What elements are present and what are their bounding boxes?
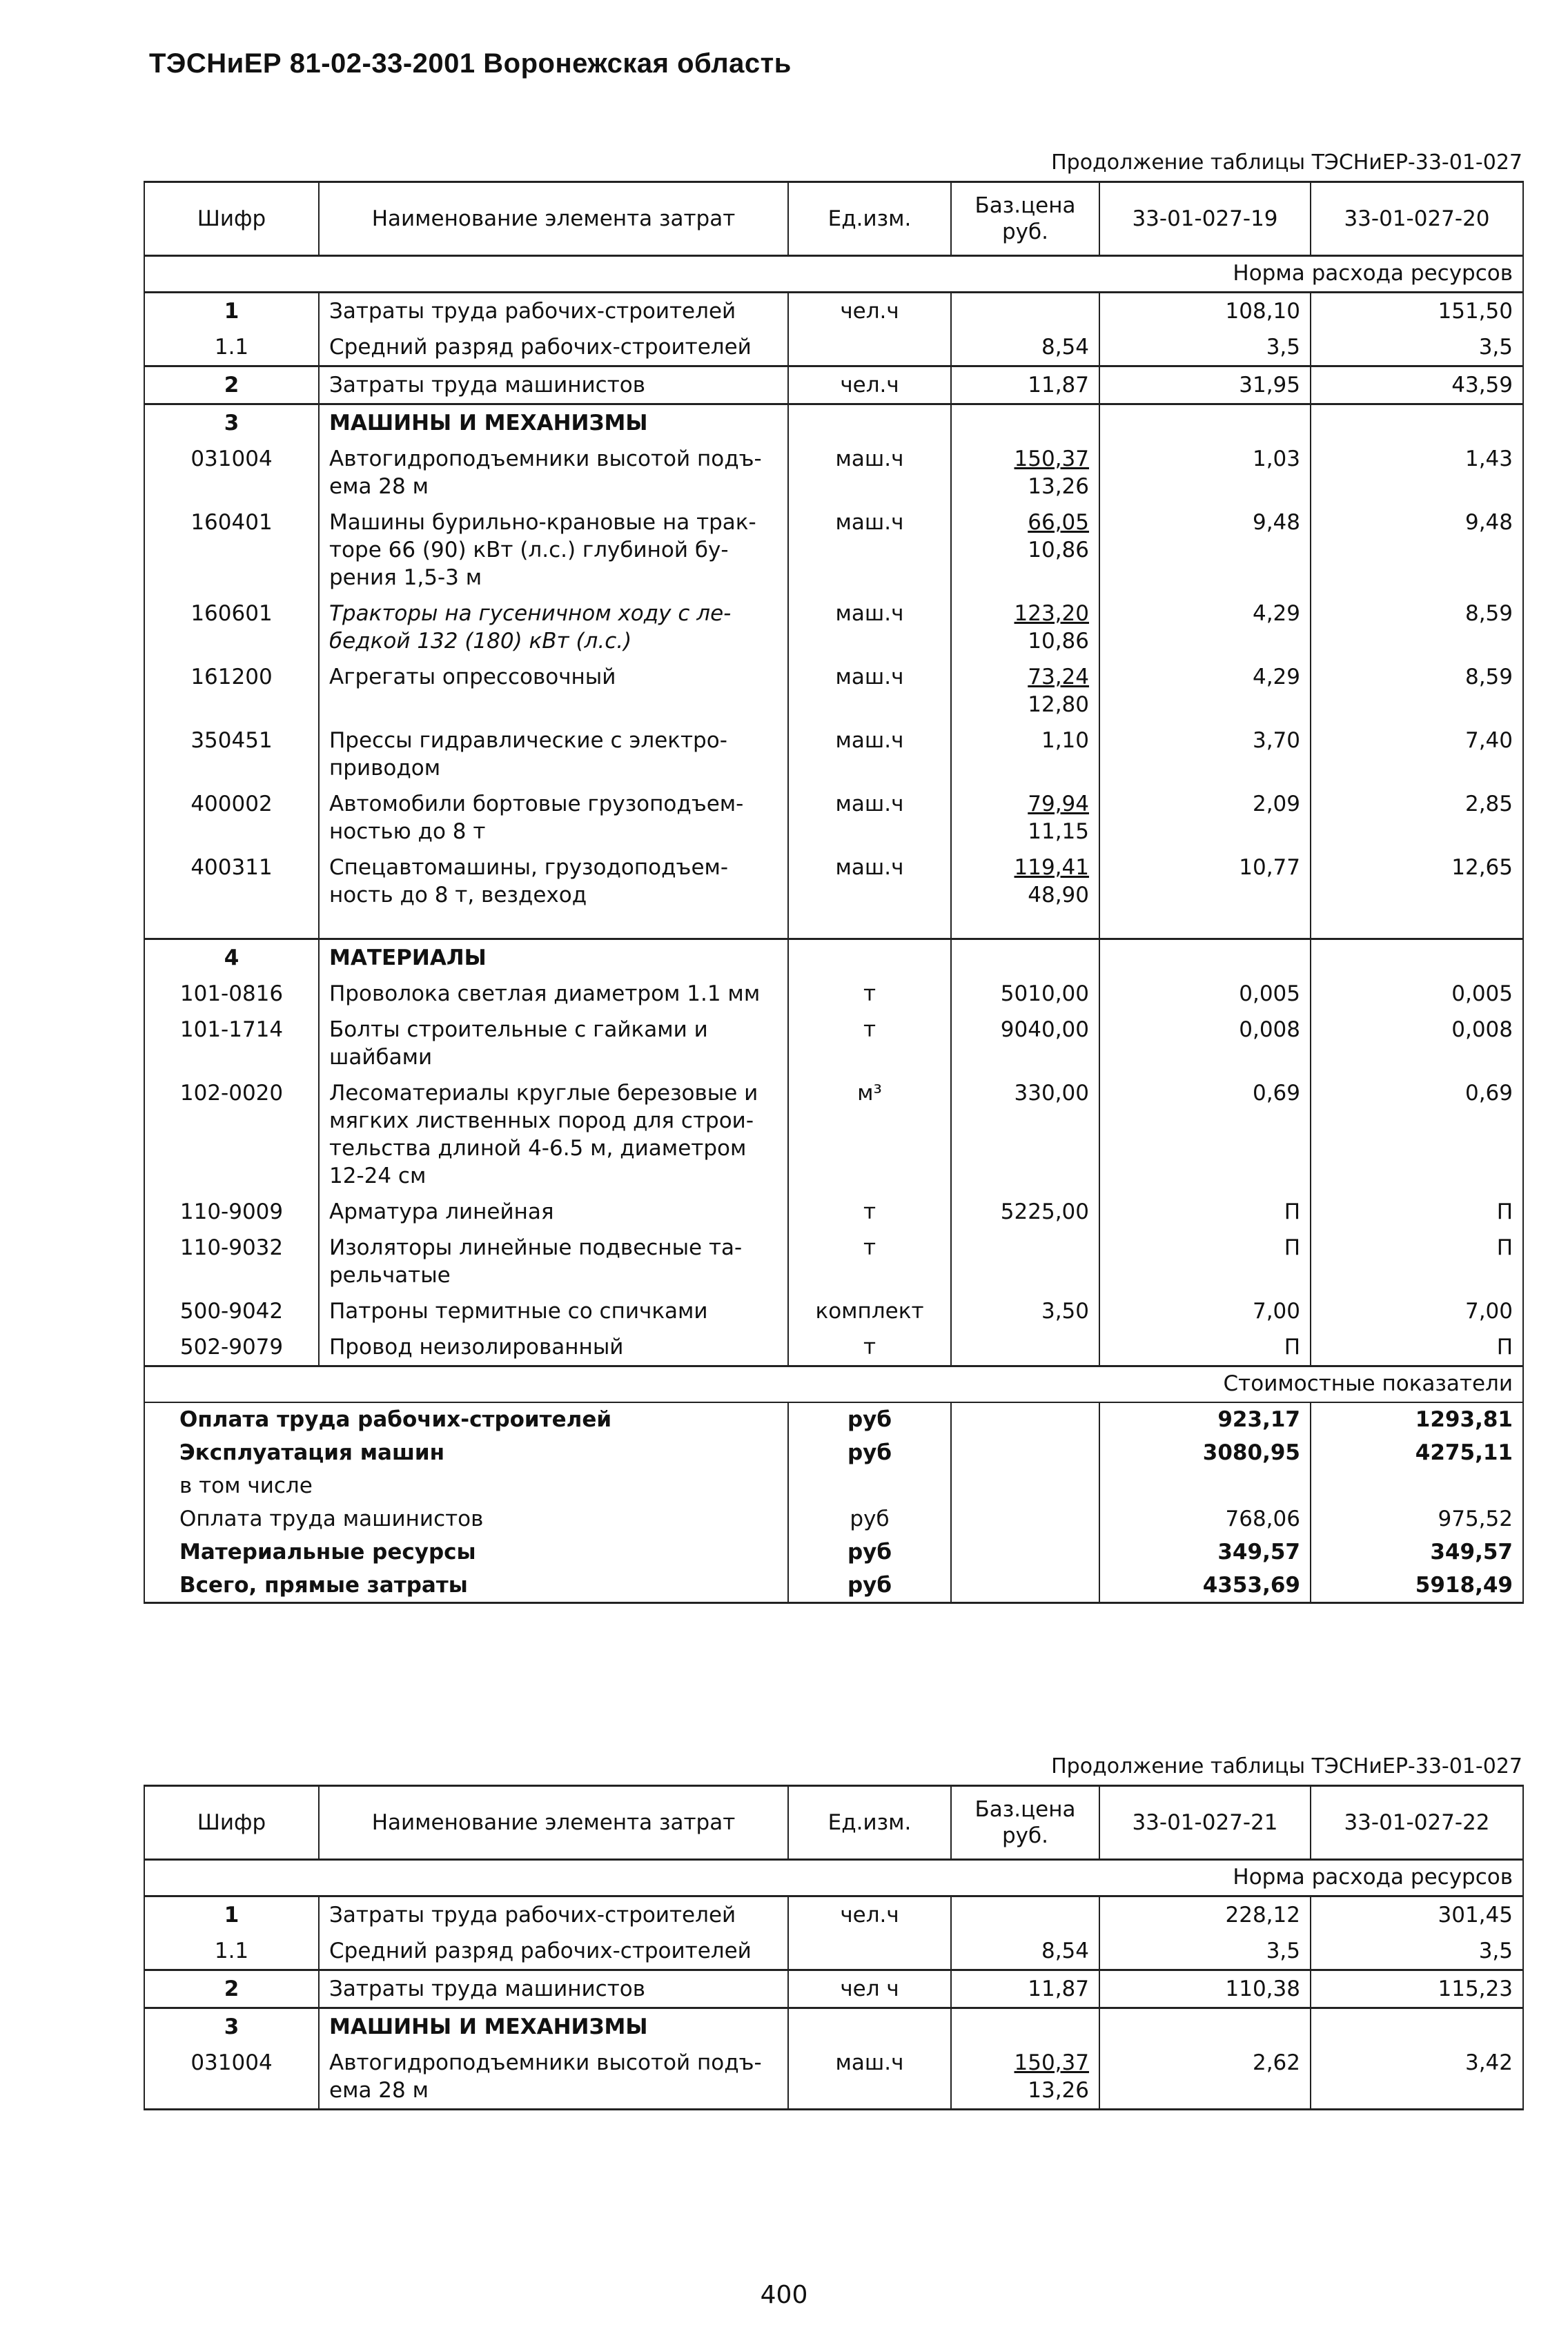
cost-row	[144, 1402, 1523, 1436]
row-name: Прессы гидравлические с электро-приводом	[319, 723, 788, 786]
cost-value-1: 923,17	[1099, 1402, 1311, 1436]
machine-price: 119,41	[1014, 855, 1089, 880]
row-name: Средний разряд рабочих-строителей	[319, 1933, 788, 1970]
cost-value-2: 975,52	[1311, 1502, 1523, 1536]
row-price: 5225,00	[951, 1194, 1099, 1230]
cost-unit: руб	[788, 1569, 951, 1603]
row-value-2: 3,5	[1311, 1933, 1523, 1970]
row-value-2: 115,23	[1311, 1970, 1523, 2008]
table-row	[144, 329, 1523, 366]
row-code: 031004	[144, 2045, 319, 2110]
empty-cell	[951, 404, 1099, 442]
cost-value-1	[1099, 1469, 1311, 1502]
table-row	[144, 366, 1523, 404]
cost-unit: руб	[788, 1502, 951, 1536]
table1-caption: Продолжение таблицы ТЭСНиЕР-33-01-027	[1051, 150, 1522, 175]
header-col-22: 33-01-027-22	[1311, 1786, 1523, 1860]
row-code: 502-9079	[144, 1329, 319, 1366]
table-row	[144, 1970, 1523, 2008]
row-price	[951, 293, 1099, 330]
row-name: Автогидроподъемники высотой подъ-ема 28 м	[319, 2045, 788, 2110]
row-code: 110-9032	[144, 1230, 319, 1293]
cost-name: Всего, прямые затраты	[144, 1569, 788, 1603]
row-value-1: 10,77	[1099, 850, 1311, 913]
row-name: Затраты труда машинистов	[319, 366, 788, 404]
row-name: Арматура линейная	[319, 1194, 788, 1230]
empty-cell	[1311, 913, 1523, 939]
page-number: 400	[760, 2281, 808, 2309]
cost-name: Оплата труда машинистов	[144, 1502, 788, 1536]
row-code: 2	[144, 1970, 319, 2008]
empty-cell	[788, 913, 951, 939]
cost-unit: руб	[788, 1436, 951, 1469]
table-row	[144, 723, 1523, 786]
machinist-wage: 11,15	[1028, 819, 1089, 844]
row-code: 161200	[144, 659, 319, 723]
row-price	[951, 723, 1099, 786]
row-value-2: П	[1311, 1230, 1523, 1293]
row-unit: маш.ч	[788, 596, 951, 659]
row-value-1: 228,12	[1099, 1896, 1311, 1934]
cost-name: Эксплуатация машин	[144, 1436, 788, 1469]
row-name: Затраты труда рабочих-строителей	[319, 1896, 788, 1934]
cost-name: в том числе	[144, 1469, 788, 1502]
row-price: 11,87	[951, 366, 1099, 404]
table-header-row	[144, 1786, 1523, 1860]
empty-cell	[788, 404, 951, 442]
header-name: Наименование элемента затрат	[319, 182, 788, 256]
empty-cell	[1311, 939, 1523, 977]
machinist-wage: 10,86	[1028, 629, 1089, 654]
row-value-2: 3,42	[1311, 2045, 1523, 2110]
cost-unit: руб	[788, 1536, 951, 1569]
row-value-1: 9,48	[1099, 504, 1311, 596]
row-code: 031004	[144, 441, 319, 504]
row-value-2: 2,85	[1311, 786, 1523, 850]
machine-price: 150,37	[1014, 447, 1089, 471]
empty-cell	[1099, 2008, 1311, 2046]
row-value-1: 3,5	[1099, 1933, 1311, 1970]
row-unit: маш.ч	[788, 659, 951, 723]
row-value-1: 0,005	[1099, 976, 1311, 1012]
row-unit: чел.ч	[788, 1896, 951, 1934]
row-price	[951, 441, 1099, 504]
empty-cell	[144, 913, 319, 939]
section-code: 4	[144, 939, 319, 977]
row-unit	[788, 329, 951, 366]
table-row	[144, 1075, 1523, 1194]
table-row	[144, 1012, 1523, 1075]
row-value-2: 0,69	[1311, 1075, 1523, 1194]
section-label: Стоимостные показатели	[144, 1366, 1523, 1403]
document-header: ТЭСНиЕР 81-02-33-2001 Воронежская область	[149, 48, 792, 79]
table-row	[144, 441, 1523, 504]
row-price: 5010,00	[951, 976, 1099, 1012]
empty-cell	[951, 939, 1099, 977]
row-code: 101-1714	[144, 1012, 319, 1075]
row-price	[951, 659, 1099, 723]
row-value-1: 2,62	[1099, 2045, 1311, 2110]
row-value-1: 7,00	[1099, 1293, 1311, 1329]
cost-row	[144, 1502, 1523, 1536]
row-price: 3,50	[951, 1293, 1099, 1329]
empty-cell	[1099, 913, 1311, 939]
row-value-2: 1,43	[1311, 441, 1523, 504]
row-value-2: 8,59	[1311, 659, 1523, 723]
cost-value-1: 349,57	[1099, 1536, 1311, 1569]
row-value-1: 1,03	[1099, 441, 1311, 504]
section-label-row	[144, 256, 1523, 293]
row-value-2: 0,008	[1311, 1012, 1523, 1075]
row-unit: маш.ч	[788, 786, 951, 850]
row-code: 1.1	[144, 329, 319, 366]
row-code: 110-9009	[144, 1194, 319, 1230]
cost-value-2: 1293,81	[1311, 1402, 1523, 1436]
spacer-row	[144, 913, 1523, 939]
row-price: 330,00	[951, 1075, 1099, 1194]
row-code: 500-9042	[144, 1293, 319, 1329]
row-unit: маш.ч	[788, 723, 951, 786]
row-value-1: 4,29	[1099, 659, 1311, 723]
section-code: 3	[144, 2008, 319, 2046]
row-name: Провод неизолированный	[319, 1329, 788, 1366]
row-value-2: 151,50	[1311, 293, 1523, 330]
row-name: Патроны термитные со спичками	[319, 1293, 788, 1329]
row-name: Изоляторы линейные подвесные та-рельчатые	[319, 1230, 788, 1293]
row-code: 400002	[144, 786, 319, 850]
row-name: Спецавтомашины, грузодоподъем-ность до 8 т, вездеход	[319, 850, 788, 913]
empty-cell	[1311, 2008, 1523, 2046]
row-name: Автомобили бортовые грузоподъем-ностью до 8 т	[319, 786, 788, 850]
cost-value-1: 3080,95	[1099, 1436, 1311, 1469]
machinist-wage: 13,26	[1028, 2078, 1089, 2103]
header-col-21: 33-01-027-21	[1099, 1786, 1311, 1860]
table1	[144, 181, 1524, 1604]
empty-cell	[951, 1402, 1099, 1436]
row-price: 9040,00	[951, 1012, 1099, 1075]
machine-price: 79,94	[1028, 792, 1089, 816]
row-code: 160601	[144, 596, 319, 659]
empty-cell	[319, 913, 788, 939]
table-row	[144, 596, 1523, 659]
empty-cell	[788, 939, 951, 977]
row-value-1: 4,29	[1099, 596, 1311, 659]
row-value-1: 3,70	[1099, 723, 1311, 786]
table-row	[144, 1293, 1523, 1329]
header-unit: Ед.изм.	[788, 182, 951, 256]
row-unit: т	[788, 1194, 951, 1230]
row-price	[951, 1329, 1099, 1366]
section-label-row	[144, 1366, 1523, 1403]
section-label: Норма расхода ресурсов	[144, 256, 1523, 293]
table-row	[144, 786, 1523, 850]
row-price: 11,87	[951, 1970, 1099, 2008]
row-unit	[788, 1933, 951, 1970]
row-value-2: 7,00	[1311, 1293, 1523, 1329]
table-header-row	[144, 182, 1523, 256]
row-value-2: 12,65	[1311, 850, 1523, 913]
machine-price: 66,05	[1028, 510, 1089, 535]
row-value-2: 9,48	[1311, 504, 1523, 596]
row-price	[951, 2045, 1099, 2110]
section-title: МАТЕРИАЛЫ	[319, 939, 788, 977]
cost-row	[144, 1436, 1523, 1469]
section-title: МАШИНЫ И МЕХАНИЗМЫ	[319, 404, 788, 442]
row-value-2: 8,59	[1311, 596, 1523, 659]
cost-name: Оплата труда рабочих-строителей	[144, 1402, 788, 1436]
header-price: Баз.цена руб.	[951, 1786, 1099, 1860]
row-name: Лесоматериалы круглые березовые и мягких лиственных пород для строи-тельства длиной 4-6.5 м, диаметром 12-24 см	[319, 1075, 788, 1194]
table-row	[144, 2045, 1523, 2110]
section-header-row	[144, 404, 1523, 442]
row-unit: комплект	[788, 1293, 951, 1329]
empty-cell	[1099, 404, 1311, 442]
row-value-1: 0,69	[1099, 1075, 1311, 1194]
row-price	[951, 1230, 1099, 1293]
table2	[144, 1785, 1524, 2110]
row-price	[951, 1896, 1099, 1934]
row-name: Средний разряд рабочих-строителей	[319, 329, 788, 366]
row-value-2: П	[1311, 1329, 1523, 1366]
cost-value-1: 4353,69	[1099, 1569, 1311, 1603]
table-row	[144, 293, 1523, 330]
row-name: Затраты труда рабочих-строителей	[319, 293, 788, 330]
table-row	[144, 1896, 1523, 1934]
row-code: 101-0816	[144, 976, 319, 1012]
table-row	[144, 1329, 1523, 1366]
cost-value-2: 5918,49	[1311, 1569, 1523, 1603]
row-price	[951, 850, 1099, 913]
machinist-wage: 12,80	[1028, 692, 1089, 717]
empty-cell	[951, 1469, 1099, 1502]
row-value-1: П	[1099, 1230, 1311, 1293]
empty-cell	[951, 1436, 1099, 1469]
empty-cell	[951, 2008, 1099, 2046]
row-value-2: 3,5	[1311, 329, 1523, 366]
row-name: Автогидроподъемники высотой подъ-ема 28 м	[319, 441, 788, 504]
row-name: Агрегаты опрессовочный	[319, 659, 788, 723]
row-code: 1	[144, 293, 319, 330]
row-unit: чел.ч	[788, 366, 951, 404]
cost-value-2: 349,57	[1311, 1536, 1523, 1569]
row-value-1: 110,38	[1099, 1970, 1311, 2008]
row-unit: маш.ч	[788, 441, 951, 504]
row-value-2: 0,005	[1311, 976, 1523, 1012]
empty-cell	[951, 1502, 1099, 1536]
row-name: Машины бурильно-крановые на трак-торе 66 (90) кВт (л.с.) глубиной бу-рения 1,5-3 м	[319, 504, 788, 596]
row-value-2: 43,59	[1311, 366, 1523, 404]
section-title: МАШИНЫ И МЕХАНИЗМЫ	[319, 2008, 788, 2046]
row-price	[951, 596, 1099, 659]
row-code: 1	[144, 1896, 319, 1934]
machine-price: 150,37	[1014, 2050, 1089, 2075]
table2-caption: Продолжение таблицы ТЭСНиЕР-33-01-027	[1051, 1754, 1522, 1778]
header-price: Баз.цена руб.	[951, 182, 1099, 256]
table-row	[144, 1194, 1523, 1230]
row-unit: чел.ч	[788, 293, 951, 330]
row-unit: маш.ч	[788, 2045, 951, 2110]
section-label: Норма расхода ресурсов	[144, 1860, 1523, 1896]
table-row	[144, 1933, 1523, 1970]
row-unit: м³	[788, 1075, 951, 1194]
machinist-wage: 48,90	[1028, 883, 1089, 908]
cost-unit: руб	[788, 1402, 951, 1436]
row-code: 350451	[144, 723, 319, 786]
table-row	[144, 850, 1523, 913]
cost-name: Материальные ресурсы	[144, 1536, 788, 1569]
cost-unit	[788, 1469, 951, 1502]
header-col-20: 33-01-027-20	[1311, 182, 1523, 256]
row-value-2: 7,40	[1311, 723, 1523, 786]
cost-value-2: 4275,11	[1311, 1436, 1523, 1469]
row-unit: т	[788, 1329, 951, 1366]
cost-value-2	[1311, 1469, 1523, 1502]
row-unit: т	[788, 976, 951, 1012]
header-unit: Ед.изм.	[788, 1786, 951, 1860]
row-name: Тракторы на гусеничном ходу с ле-бедкой 132 (180) кВт (л.с.)	[319, 596, 788, 659]
row-value-1: П	[1099, 1194, 1311, 1230]
row-value-2: 301,45	[1311, 1896, 1523, 1934]
row-unit: чел ч	[788, 1970, 951, 2008]
cost-row	[144, 1469, 1523, 1502]
empty-cell	[788, 2008, 951, 2046]
row-price	[951, 504, 1099, 596]
row-value-1: 0,008	[1099, 1012, 1311, 1075]
table-row	[144, 659, 1523, 723]
empty-cell	[951, 1569, 1099, 1603]
row-code: 160401	[144, 504, 319, 596]
section-label-row	[144, 1860, 1523, 1896]
row-name: Проволока светлая диаметром 1.1 мм	[319, 976, 788, 1012]
table-row	[144, 1230, 1523, 1293]
cost-value-1: 768,06	[1099, 1502, 1311, 1536]
section-header-row	[144, 939, 1523, 977]
row-value-1: 3,5	[1099, 329, 1311, 366]
row-unit: т	[788, 1230, 951, 1293]
row-code: 2	[144, 366, 319, 404]
machine-price: 123,20	[1014, 601, 1089, 626]
empty-cell	[951, 1536, 1099, 1569]
header-name: Наименование элемента затрат	[319, 1786, 788, 1860]
table-row	[144, 504, 1523, 596]
row-price: 8,54	[951, 329, 1099, 366]
empty-cell	[1311, 404, 1523, 442]
row-price	[951, 786, 1099, 850]
header-code: Шифр	[144, 1786, 319, 1860]
section-header-row	[144, 2008, 1523, 2046]
empty-cell	[1099, 939, 1311, 977]
row-name: Болты строительные с гайками и шайбами	[319, 1012, 788, 1075]
row-value-2: П	[1311, 1194, 1523, 1230]
row-price: 8,54	[951, 1933, 1099, 1970]
row-name: Затраты труда машинистов	[319, 1970, 788, 2008]
row-value-1: 108,10	[1099, 293, 1311, 330]
machinist-wage: 13,26	[1028, 474, 1089, 499]
cost-row	[144, 1536, 1523, 1569]
header-col-19: 33-01-027-19	[1099, 182, 1311, 256]
machine-price: 73,24	[1028, 665, 1089, 689]
empty-cell	[951, 913, 1099, 939]
machinist-wage: 10,86	[1028, 538, 1089, 562]
header-code: Шифр	[144, 182, 319, 256]
row-value-1: 31,95	[1099, 366, 1311, 404]
machine-price: 1,10	[1041, 728, 1089, 753]
row-unit: маш.ч	[788, 504, 951, 596]
row-value-1: 2,09	[1099, 786, 1311, 850]
row-code: 102-0020	[144, 1075, 319, 1194]
cost-row	[144, 1569, 1523, 1603]
row-unit: маш.ч	[788, 850, 951, 913]
section-code: 3	[144, 404, 319, 442]
row-unit: т	[788, 1012, 951, 1075]
table-row	[144, 976, 1523, 1012]
row-code: 400311	[144, 850, 319, 913]
row-value-1: П	[1099, 1329, 1311, 1366]
row-code: 1.1	[144, 1933, 319, 1970]
